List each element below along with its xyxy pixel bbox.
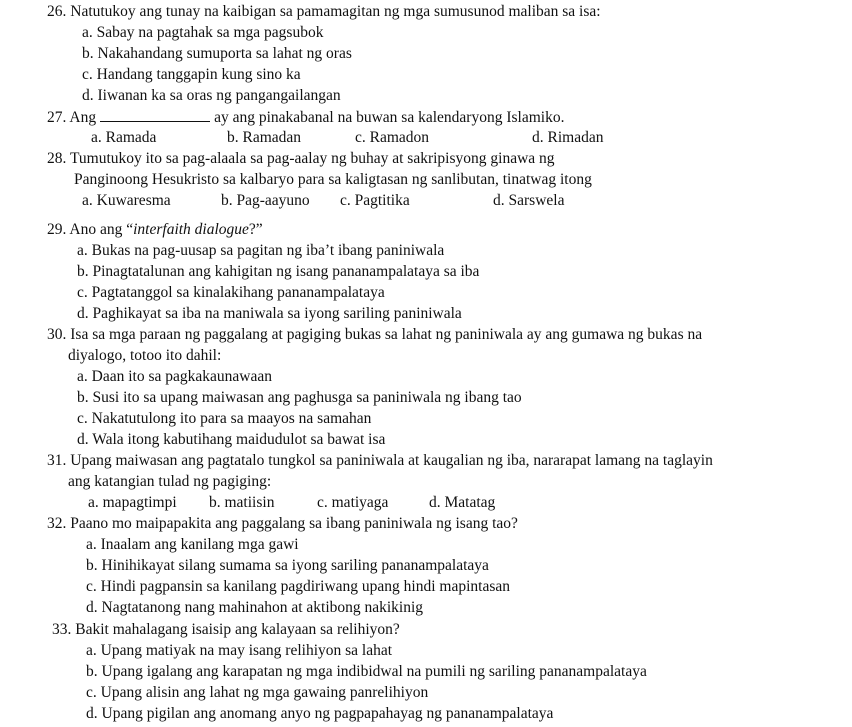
q26-option-d: d. Iiwanan ka sa oras ng pangangailangan [82, 87, 341, 104]
q29-stem-suffix: ?” [248, 221, 263, 238]
q27-stem [47, 107, 564, 127]
q32-stem: 32. Paano mo maipapakita ang paggalang sa ibang paniniwala ng isang tao? [47, 515, 518, 532]
q29-option-c: c. Pagtatanggol sa kinalakihang pananampalataya [77, 284, 385, 301]
q28-stem-line2: Panginoong Hesukristo sa kalbaryo para sa kaligtasan ng sanlibutan, tinatwag itong [74, 171, 592, 188]
q30-option-d: d. Wala itong kabutihang maidudulot sa bawat isa [77, 431, 386, 448]
q26-stem: 26. Natutukoy ang tunay na kaibigan sa pamamagitan ng mga sumusunod maliban sa isa: [47, 3, 601, 20]
q32-option-d: d. Nagtatanong nang mahinahon at aktibong nakikinig [86, 599, 424, 616]
q29-option-d: d. Paghikayat sa iba na maniwala sa iyong sariling paniniwala [77, 305, 462, 322]
q31-stem-line1: 31. Upang maiwasan ang pagtatalo tungkol sa paniniwala at kaugalian ng iba, nararapat lamang na taglayin [47, 452, 713, 469]
q26-option-a: a. Sabay na pagtahak sa mga pagsubok [82, 24, 324, 41]
q28-option-c: c. Pagtitika [340, 192, 410, 209]
q28-option-a: a. Kuwaresma [82, 192, 171, 209]
q31-options [0, 493, 852, 513]
q30-stem-line1: 30. Isa sa mga paraan ng paggalang at pagiging bukas sa lahat ng paniniwala ay ang gumawa ng bukas na [47, 326, 703, 343]
q29-stem [47, 220, 263, 240]
q28-option-d: d. Sarswela [493, 192, 565, 209]
q27-option-b: b. Ramadan [227, 129, 302, 146]
q30-option-a: a. Daan ito sa pagkakaunawaan [77, 368, 272, 385]
q29-option-b: b. Pinagtatalunan ang kahigitan ng isang pananampalataya sa iba [77, 263, 480, 280]
q30-stem-line2: diyalogo, totoo ito dahil: [68, 347, 222, 364]
q31-option-c: c. matiyaga [317, 494, 389, 511]
q27-option-c: c. Ramadon [355, 129, 430, 146]
q29-stem-italic: interfaith dialogue [133, 221, 249, 238]
q31-option-a: a. mapagtimpi [88, 494, 177, 511]
q31-option-d: d. Matatag [429, 494, 496, 511]
q27-options [0, 128, 852, 148]
q32-option-a: a. Inaalam ang kanilang mga gawi [86, 536, 299, 553]
q26-option-c: c. Handang tanggapin kung sino ka [82, 66, 301, 83]
q31-stem-line2: ang katangian tulad ng pagiging: [68, 473, 272, 490]
q31-option-b: b. matiisin [209, 494, 275, 511]
q27-option-a: a. Ramada [91, 129, 157, 146]
q27-answer-blank [100, 107, 210, 122]
q28-stem-line1: 28. Tumutukoy ito sa pag-alaala sa pag-aalay ng buhay at sakripisyong ginawa ng [47, 150, 555, 167]
q28-options [0, 191, 852, 211]
q27-stem-after: ay ang pinakabanal na buwan sa kalendaryong Islamiko. [214, 109, 565, 126]
q27-stem-before: 27. Ang [47, 109, 97, 126]
q32-option-c: c. Hindi pagpansin sa kanilang pagdiriwang upang hindi mapintasan [86, 578, 511, 595]
q33-stem: 33. Bakit mahalagang isaisip ang kalayaan sa relihiyon? [52, 621, 400, 638]
q33-option-a: a. Upang matiyak na may isang relihiyon sa lahat [86, 642, 393, 659]
q30-option-b: b. Susi ito sa upang maiwasan ang paghusga sa paniniwala ng ibang tao [77, 389, 522, 406]
q28-option-b: b. Pag-aayuno [221, 192, 310, 209]
q29-stem-prefix: 29. Ano ang “ [47, 221, 134, 238]
q30-option-c: c. Nakatutulong ito para sa maayos na samahan [77, 410, 372, 427]
q33-option-b: b. Upang igalang ang karapatan ng mga indibidwal na pumili ng sariling pananampalataya [86, 663, 647, 680]
q26-option-b: b. Nakahandang sumuporta sa lahat ng oras [82, 45, 352, 62]
q33-option-d: d. Upang pigilan ang anomang anyo ng pagpapahayag ng pananampalataya [86, 705, 554, 722]
q29-option-a: a. Bukas na pag-uusap sa pagitan ng iba’t ibang paniniwala [77, 242, 445, 259]
q32-option-b: b. Hinihikayat silang sumama sa iyong sariling pananampalataya [86, 557, 489, 574]
q33-option-c: c. Upang alisin ang lahat ng mga gawaing panrelihiyon [86, 684, 429, 701]
q27-option-d: d. Rimadan [532, 129, 604, 146]
